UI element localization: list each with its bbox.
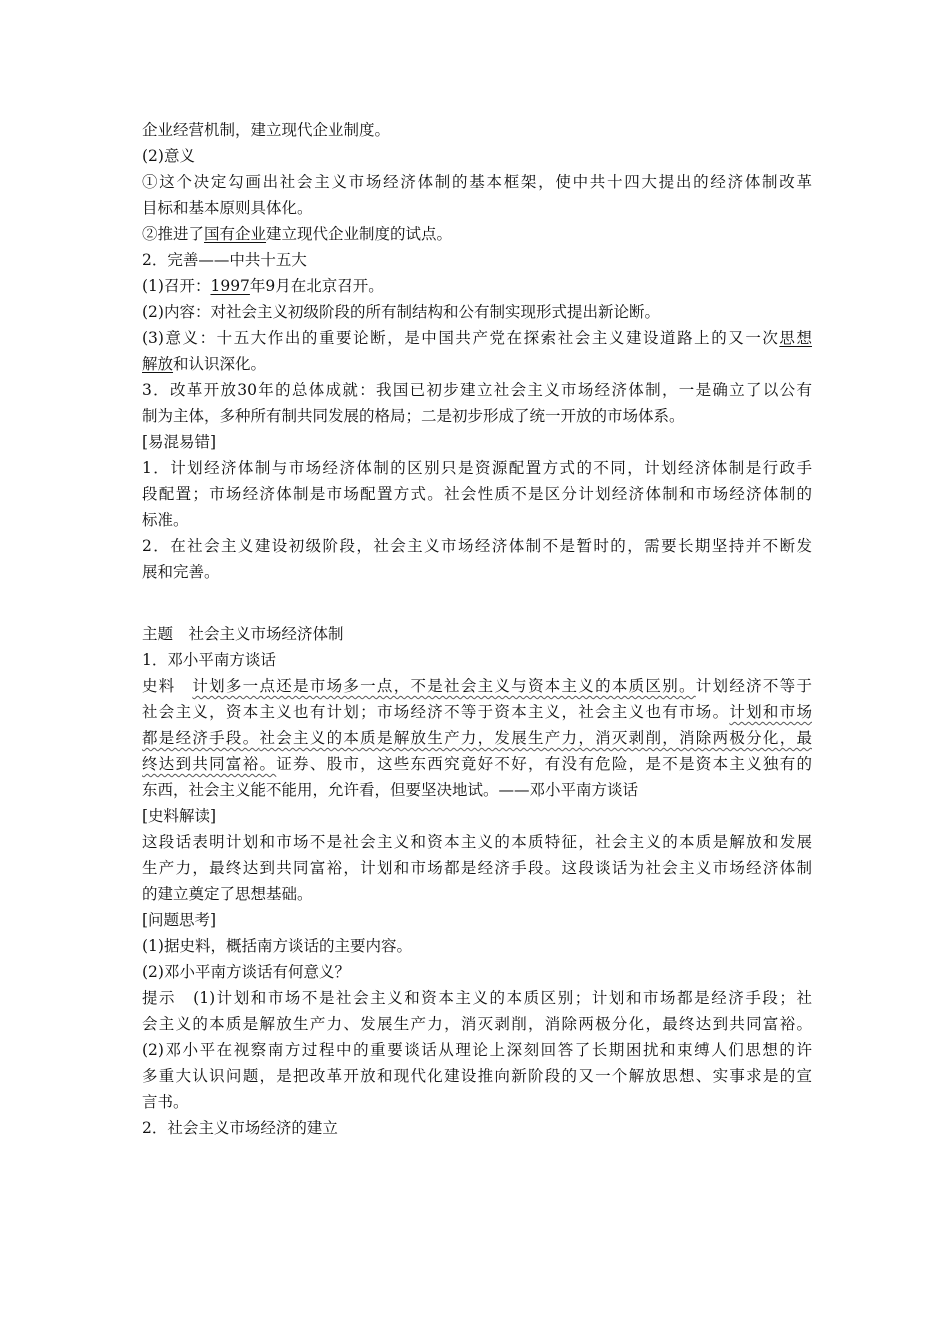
section-heading: 1．邓小平南方谈话	[142, 651, 276, 669]
wavy-underlined-text: 计划多一点还是市场多一点，不是社会主义与资本主义的本质区别。	[192, 677, 696, 695]
text-line: 目标和基本原则具体化。	[142, 199, 313, 217]
section-heading: 2．完善——中共十五大	[142, 251, 307, 269]
question-item: (2)邓小平南方谈话有何意义？	[142, 963, 350, 981]
section-heading: 2．社会主义市场经济的建立	[142, 1119, 338, 1137]
text-line: 言书。	[142, 1093, 189, 1111]
text-line	[142, 325, 812, 351]
text-line: 东西，社会主义能不能用，允许看，但要坚决地试。——邓小平南方谈话	[142, 781, 639, 799]
wavy-underlined-text: 社会主义的本质是解放生产力，发展生产力，消灭剥削，消除两极分化，最	[259, 729, 812, 747]
topic-heading: 主题 社会主义市场经济体制	[142, 625, 344, 643]
section-label: [问题思考]	[142, 911, 217, 929]
text-span: 年9月在北京召开。	[249, 277, 384, 295]
text-line	[142, 273, 812, 299]
text-line: 的建立奠定了思想基础。	[142, 885, 313, 903]
text-line: 会主义的本质是解放生产力、发展生产力，消灭剥削，消除两极分化，最终达到共同富裕。	[142, 1015, 812, 1033]
text-line: 制为主体，多种所有制共同发展的格局；二是初步形成了统一开放的市场体系。	[142, 407, 685, 425]
text-line	[142, 351, 812, 377]
underlined-term: 解放	[142, 355, 174, 373]
text-span: 社会主义，资本主义也有计划；市场经济不等于资本主义，社会主义也有市场。	[142, 703, 730, 721]
document-page	[142, 117, 812, 1141]
text-line: 段配置；市场经济体制是市场配置方式。社会性质不是区分计划经济体制和市场经济体制的	[142, 485, 812, 503]
wavy-underlined-text: 终达到共同富裕。	[142, 755, 277, 773]
text-span: ②推进了	[142, 225, 205, 243]
text-line: 3．改革开放30年的总体成就：我国已初步建立社会主义市场经济体制，一是确立了以公有	[142, 381, 812, 399]
text-span: 计划经济不等于	[695, 677, 812, 695]
text-span: 证券、股市，这些东西究竟好不好，有没有危险，是不是资本主义独有的	[276, 755, 812, 773]
paragraph-gap	[142, 585, 812, 621]
text-line: (2)内容：对社会主义初级阶段的所有制结构和公有制实现形式提出新论断。	[142, 303, 660, 321]
text-line: 多重大认识问题，是把改革开放和现代化建设推向新阶段的又一个解放思想、实事求是的宣	[142, 1067, 812, 1085]
section-label: [史料解读]	[142, 807, 217, 825]
question-item: (1)据史料，概括南方谈话的主要内容。	[142, 937, 412, 955]
text-line	[142, 725, 812, 751]
text-span: (3)意义：十五大作出的重要论断，是中国共产党在探索社会主义建设道路上的又一次	[142, 329, 780, 347]
text-span: 和认识深化。	[173, 355, 267, 373]
text-line: 这段话表明计划和市场不是社会主义和资本主义的本质特征，社会主义的本质是解放和发展	[142, 833, 812, 851]
subheading-significance: (2)意义	[142, 147, 195, 165]
text-line: 生产力，最终达到共同富裕，计划和市场都是经济手段。这段谈话为社会主义市场经济体制	[142, 859, 812, 877]
source-label: 史料	[142, 677, 193, 695]
text-line	[142, 699, 812, 725]
text-line: 企业经营机制，建立现代企业制度。	[142, 121, 391, 139]
underlined-term: 国有企业	[204, 225, 267, 243]
text-line: 展和完善。	[142, 563, 220, 581]
text-line: 提示 (1)计划和市场不是社会主义和资本主义的本质区别；计划和市场都是经济手段；社	[142, 989, 812, 1007]
text-span: 建立现代企业制度的试点。	[266, 225, 453, 243]
text-line	[142, 751, 812, 777]
wavy-underlined-text: 计划和市场	[729, 703, 812, 721]
section-label: [易混易错]	[142, 433, 217, 451]
text-line: (2)邓小平在视察南方过程中的重要谈话从理论上深刻回答了长期困扰和束缚人们思想的许	[142, 1041, 812, 1059]
underlined-term: 思想	[779, 329, 812, 347]
underlined-term: 1997	[210, 277, 250, 295]
text-line: 2．在社会主义建设初级阶段，社会主义市场经济体制不是暂时的，需要长期坚持并不断发	[142, 537, 812, 555]
text-line	[142, 673, 812, 699]
text-line: 1．计划经济体制与市场经济体制的区别只是资源配置方式的不同，计划经济体制是行政手	[142, 459, 812, 477]
text-line: 标准。	[142, 511, 189, 529]
text-line	[142, 221, 812, 247]
text-line: ①这个决定勾画出社会主义市场经济体制的基本框架，使中共十四大提出的经济体制改革	[142, 173, 812, 191]
wavy-underlined-text: 都是经济手段。	[142, 729, 260, 747]
text-span: (1)召开：	[142, 277, 211, 295]
